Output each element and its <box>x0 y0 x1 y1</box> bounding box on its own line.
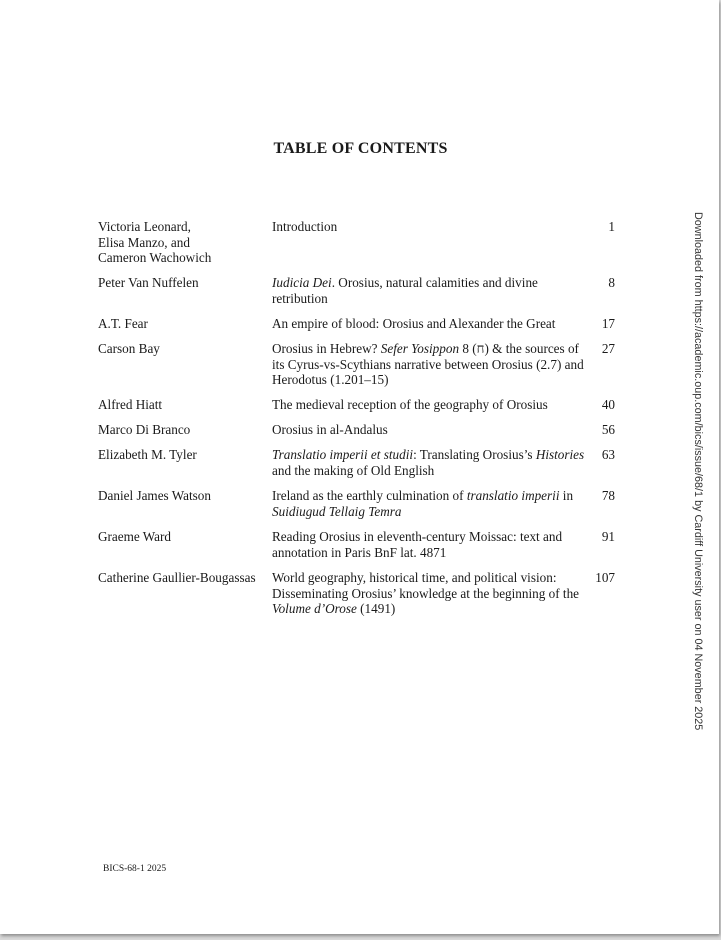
toc-title: The medieval reception of the geography of Orosius <box>272 397 548 412</box>
toc-author: Alfred Hiatt <box>98 397 163 412</box>
toc-page-number: 78 <box>601 488 615 503</box>
toc-page-number: 8 <box>608 275 615 290</box>
toc-entry <box>98 422 618 440</box>
toc-page-number: 40 <box>601 397 615 412</box>
toc-entry <box>98 488 618 522</box>
toc-author: Marco Di Branco <box>98 422 191 437</box>
toc-title: Ireland as the earthly culmination of translatio imperii in Suidiugud Tellaig Temra <box>272 488 574 519</box>
toc-page-number: 63 <box>601 447 615 462</box>
toc-author: Elizabeth M. Tyler <box>98 447 197 462</box>
toc-author: Victoria Leonard, Elisa Manzo, and Cameron Wachowich <box>98 219 212 266</box>
toc-author: Graeme Ward <box>98 529 172 544</box>
page-title: TABLE OF CONTENTS <box>273 140 448 157</box>
toc-author: Carson Bay <box>98 341 160 356</box>
toc-entry <box>98 341 618 391</box>
toc-page-number: 91 <box>601 529 615 544</box>
download-note: Downloaded from https://academic.oup.com/bics/issue/68/1 by Cardiff University user on 04 November 2025 <box>692 212 704 731</box>
toc-title: World geography, historical time, and political vision: Disseminating Orosius’ knowledge at the beginning of the Volume d’Orose (1491) <box>272 570 580 617</box>
toc-author: Daniel James Watson <box>98 488 211 503</box>
toc-title: An empire of blood: Orosius and Alexander the Great <box>272 316 556 331</box>
toc-entry <box>98 397 618 415</box>
toc-page-number: 1 <box>608 219 615 234</box>
toc-page-number: 27 <box>601 341 615 356</box>
toc-entry <box>98 570 618 620</box>
toc-title: Orosius in Hebrew? Sefer Yosippon 8 (ח) & the sources of its Cyrus-vs-Scythians narrative between Orosius (2.7) and Herodotus (1.201–15) <box>272 341 584 388</box>
toc-entry <box>98 529 618 563</box>
toc-author: A.T. Fear <box>98 316 148 331</box>
toc-author: Catherine Gaullier-Bougassas <box>98 570 256 585</box>
toc-author: Peter Van Nuffelen <box>98 275 199 290</box>
toc-entry <box>98 447 618 481</box>
footer-label: BICS-68-1 2025 <box>103 864 167 874</box>
toc-title: Translatio imperii et studii: Translating Orosius’s Histories and the making of Old English <box>272 447 585 478</box>
toc-title: Reading Orosius in eleventh-century Moissac: text and annotation in Paris BnF lat. 4871 <box>272 529 563 560</box>
toc-page-number: 107 <box>595 570 615 585</box>
toc-page-number: 17 <box>601 316 615 331</box>
toc-entry <box>98 316 618 334</box>
toc-title: Orosius in al-Andalus <box>272 422 388 437</box>
toc-page-number: 56 <box>601 422 615 437</box>
toc-entry <box>98 219 618 267</box>
toc-entry <box>98 275 618 309</box>
toc-title: Iudicia Dei. Orosius, natural calamities and divine retribution <box>272 275 538 306</box>
toc-title: Introduction <box>272 219 338 234</box>
